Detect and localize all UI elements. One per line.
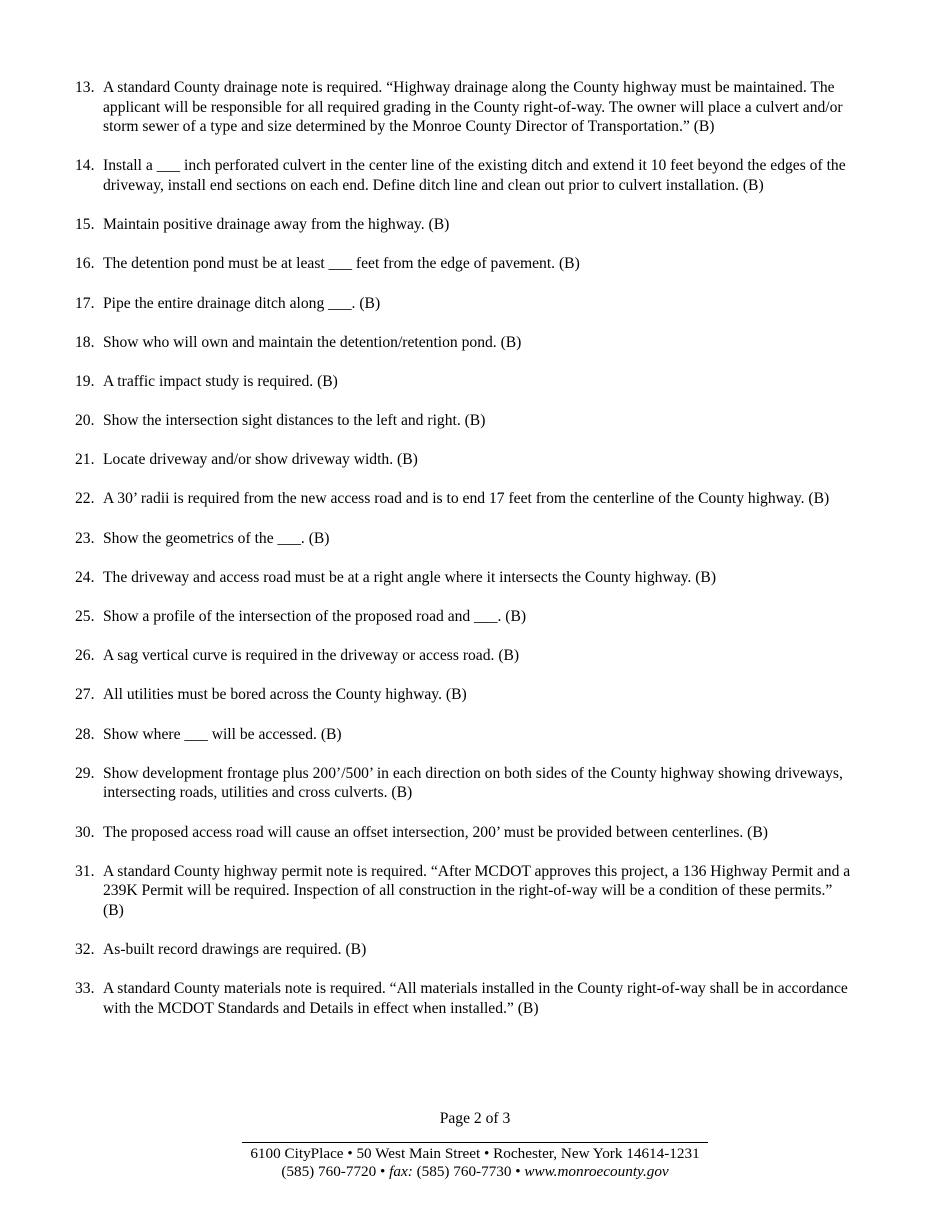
list-item — [75, 411, 855, 431]
item-text: A standard County materials note is required. “All materials installed in the County right-of-way shall be in accordance with the MCDOT Standards and Details in effect when installed.” (B) — [103, 980, 848, 1017]
list-item — [75, 489, 855, 509]
list-item — [75, 823, 855, 843]
footer-contact-line — [0, 1163, 950, 1182]
list-item — [75, 940, 855, 960]
list-item — [75, 450, 855, 470]
item-text: The detention pond must be at least ___ feet from the edge of pavement. (B) — [103, 255, 580, 273]
list-item — [75, 215, 855, 235]
item-number: 19. — [75, 372, 95, 390]
list-item — [75, 294, 855, 314]
item-text: Locate driveway and/or show driveway width. (B) — [103, 451, 418, 469]
item-text: The driveway and access road must be at a right angle where it intersects the County highway. (B) — [103, 568, 717, 586]
item-text: Pipe the entire drainage ditch along ___. (B) — [103, 294, 381, 312]
list-item — [75, 764, 855, 803]
list-item — [75, 725, 855, 745]
item-text: A sag vertical curve is required in the driveway or access road. (B) — [103, 647, 520, 665]
list-item — [75, 862, 855, 921]
list-item — [75, 372, 855, 392]
item-number: 30. — [75, 823, 95, 841]
list-item — [75, 156, 855, 195]
item-number: 29. — [75, 764, 95, 782]
item-number: 14. — [75, 157, 95, 175]
footer-divider — [242, 1142, 708, 1143]
item-number: 16. — [75, 255, 95, 273]
item-text: Show where ___ will be accessed. (B) — [103, 725, 342, 743]
item-number: 21. — [75, 451, 95, 469]
item-text: Maintain positive drainage away from the highway. (B) — [103, 216, 450, 234]
item-number: 33. — [75, 980, 95, 998]
footer-address: 6100 CityPlace • 50 West Main Street • Rochester, New York 14614-1231 — [250, 1145, 700, 1162]
item-number: 26. — [75, 647, 95, 665]
item-number: 31. — [75, 862, 95, 880]
list-item — [75, 979, 855, 1018]
footer-fax-label: fax: — [389, 1163, 413, 1180]
list-item — [75, 254, 855, 274]
list-item — [75, 646, 855, 666]
list-item — [75, 78, 855, 137]
item-number: 20. — [75, 412, 95, 430]
item-number: 17. — [75, 294, 95, 312]
item-number: 18. — [75, 333, 95, 351]
page-number: Page 2 of 3 — [439, 1110, 511, 1127]
item-text: Install a ___ inch perforated culvert in the center line of the existing ditch and extend it 10 feet beyond the edges of the driveway, install end sections on each end. Define ditch line and clean out prior to culvert installation. (B) — [103, 157, 846, 194]
item-text: A standard County drainage note is required. “Highway drainage along the County highway must be maintained. The applicant will be responsible for all required grading in the County right-of-way. The owner will place a culvert and/or storm sewer of a type and size determined by the Monroe County Director of Transportation.” (B) — [103, 79, 843, 136]
item-number: 13. — [75, 79, 95, 96]
list-item — [75, 333, 855, 353]
item-number: 27. — [75, 686, 95, 704]
list-item — [75, 607, 855, 627]
item-number: 22. — [75, 490, 95, 508]
footer-website-link[interactable]: www.monroecounty.gov — [524, 1163, 669, 1180]
item-number: 32. — [75, 941, 95, 959]
item-number: 28. — [75, 725, 95, 743]
list-item — [75, 529, 855, 549]
item-text: A traffic impact study is required. (B) — [103, 372, 338, 390]
item-text: Show the geometrics of the ___. (B) — [103, 529, 330, 547]
item-number: 24. — [75, 568, 95, 586]
item-number: 23. — [75, 529, 95, 547]
item-text: A standard County highway permit note is required. “After MCDOT approves this project, a 136 Highway Permit and a 239K Permit will be required. Inspection of all construction in the right-of-way will be a condition of these permits.” (B) — [103, 862, 851, 919]
item-number: 15. — [75, 216, 95, 234]
footer-phone: (585) 760-7720 • — [281, 1163, 390, 1180]
item-text: Show who will own and maintain the detention/retention pond. (B) — [103, 333, 522, 351]
item-number: 25. — [75, 608, 95, 626]
list-item — [75, 685, 855, 705]
item-text: As-built record drawings are required. (B) — [103, 941, 367, 959]
item-text: The proposed access road will cause an offset intersection, 200’ must be provided between centerlines. (B) — [103, 823, 768, 841]
item-text: Show development frontage plus 200’/500’ in each direction on both sides of the County highway showing driveways, intersecting roads, utilities and cross culverts. (B) — [103, 764, 843, 802]
list-item — [75, 568, 855, 588]
item-text: Show the intersection sight distances to the left and right. (B) — [103, 412, 486, 430]
item-text: All utilities must be bored across the County highway. (B) — [103, 686, 467, 704]
item-text: Show a profile of the intersection of the proposed road and ___. (B) — [103, 608, 527, 626]
footer-fax-number: (585) 760-7730 • — [412, 1163, 525, 1180]
item-text: A 30’ radii is required from the new access road and is to end 17 feet from the centerline of the County highway. (B) — [103, 490, 830, 508]
requirements-list — [75, 78, 855, 1038]
